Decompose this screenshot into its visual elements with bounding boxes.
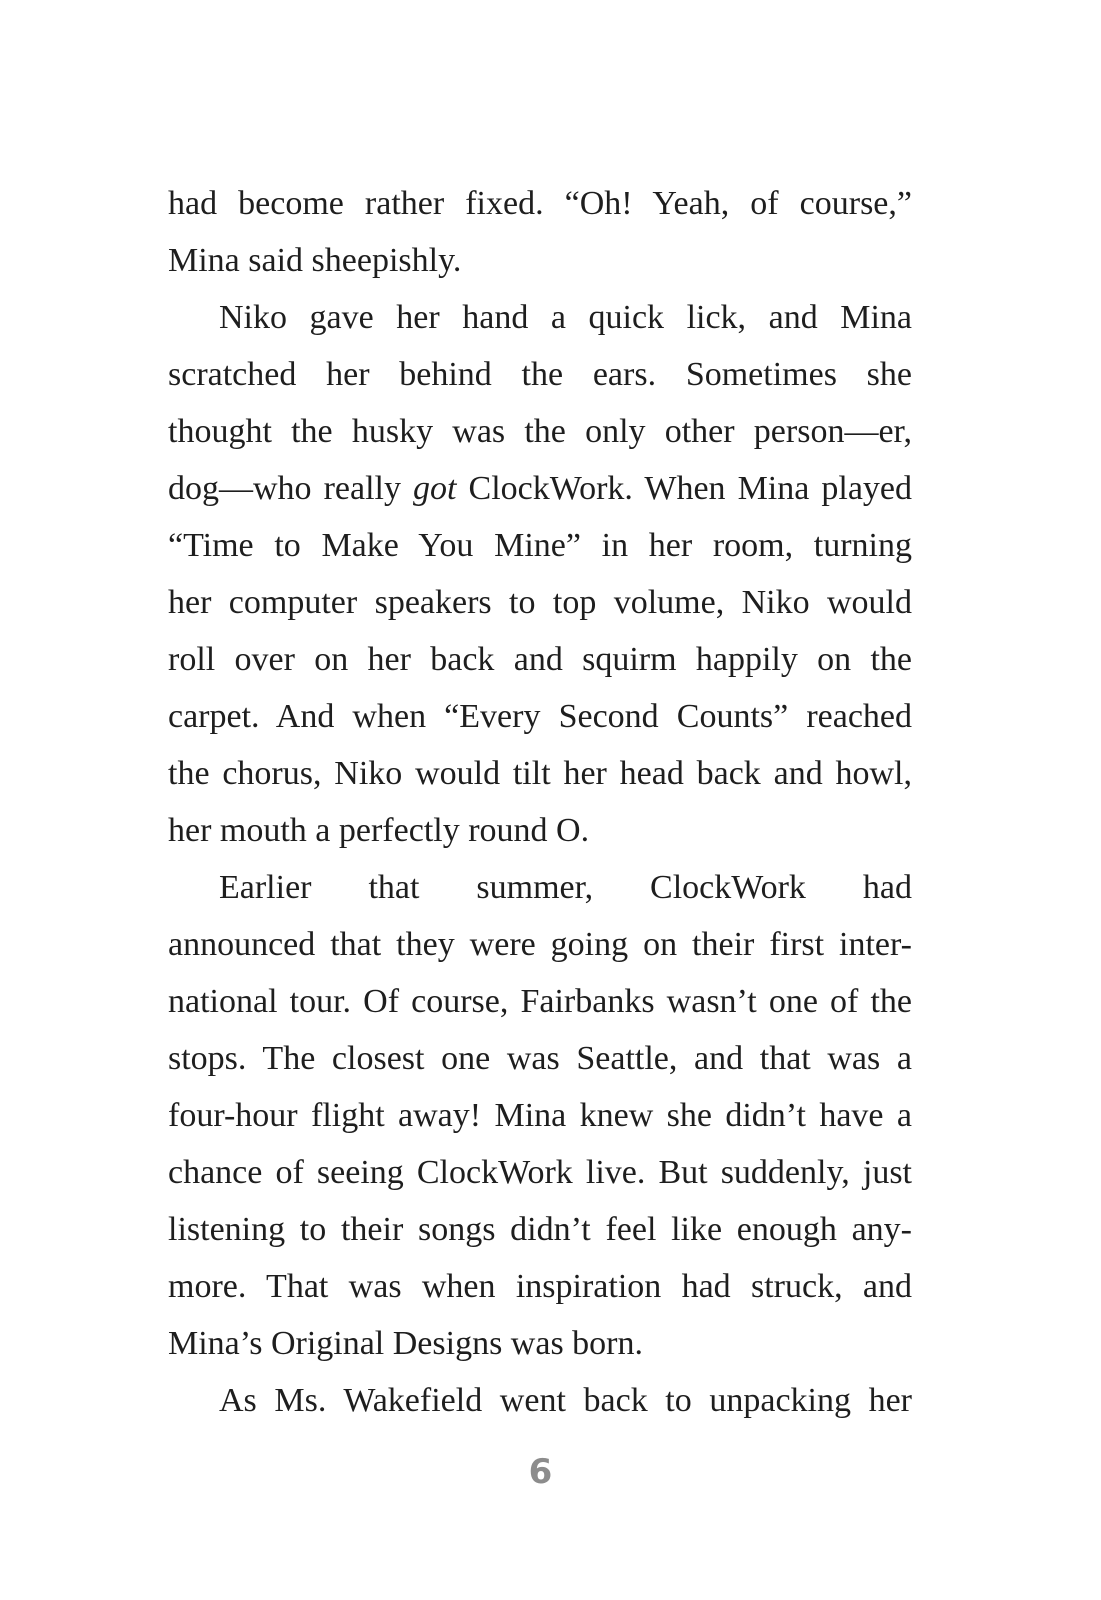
text-line: Earlier that summer, ClockWork had xyxy=(219,869,912,906)
body-text xyxy=(168,175,912,1429)
text-line: four-hour flight away! Mina knew she didn’t have a xyxy=(168,1097,912,1134)
text-line: Mina said sheepishly. xyxy=(168,242,462,279)
text-line: had become rather fixed. “Oh! Yeah, of course,” xyxy=(168,185,912,222)
text-line: chance of seeing ClockWork live. But suddenly, just xyxy=(168,1154,912,1191)
text-line: carpet. And when “Every Second Counts” reached xyxy=(168,698,912,735)
text-line: her computer speakers to top volume, Niko would xyxy=(168,584,912,621)
text-line: national tour. Of course, Fairbanks wasn’t one of the xyxy=(168,983,912,1020)
text-line: Mina’s Original Designs was born. xyxy=(168,1325,644,1362)
text-line: roll over on her back and squirm happily on the xyxy=(168,641,912,678)
text-segment: dog—who really xyxy=(168,470,414,507)
text-segment: ClockWork. When Mina played xyxy=(456,470,912,507)
text-line-with-italic xyxy=(168,460,912,517)
text-line: Niko gave her hand a quick lick, and Mina xyxy=(219,299,912,336)
page-number: 6 xyxy=(528,1452,553,1492)
italic-word: got xyxy=(413,470,457,507)
text-line: her mouth a perfectly round O. xyxy=(168,812,590,849)
text-line: stops. The closest one was Seattle, and that was a xyxy=(168,1040,912,1077)
text-line: “Time to Make You Mine” in her room, turning xyxy=(168,527,912,564)
text-line: announced that they were going on their first inter- xyxy=(168,926,912,963)
text-line: thought the husky was the only other person—er, xyxy=(168,413,912,450)
text-line: As Ms. Wakefield went back to unpacking her xyxy=(219,1382,912,1419)
text-line: scratched her behind the ears. Sometimes she xyxy=(168,356,912,393)
text-line: listening to their songs didn’t feel like enough any- xyxy=(168,1211,912,1248)
text-line: more. That was when inspiration had struck, and xyxy=(168,1268,912,1305)
text-line: the chorus, Niko would tilt her head back and howl, xyxy=(168,755,912,792)
